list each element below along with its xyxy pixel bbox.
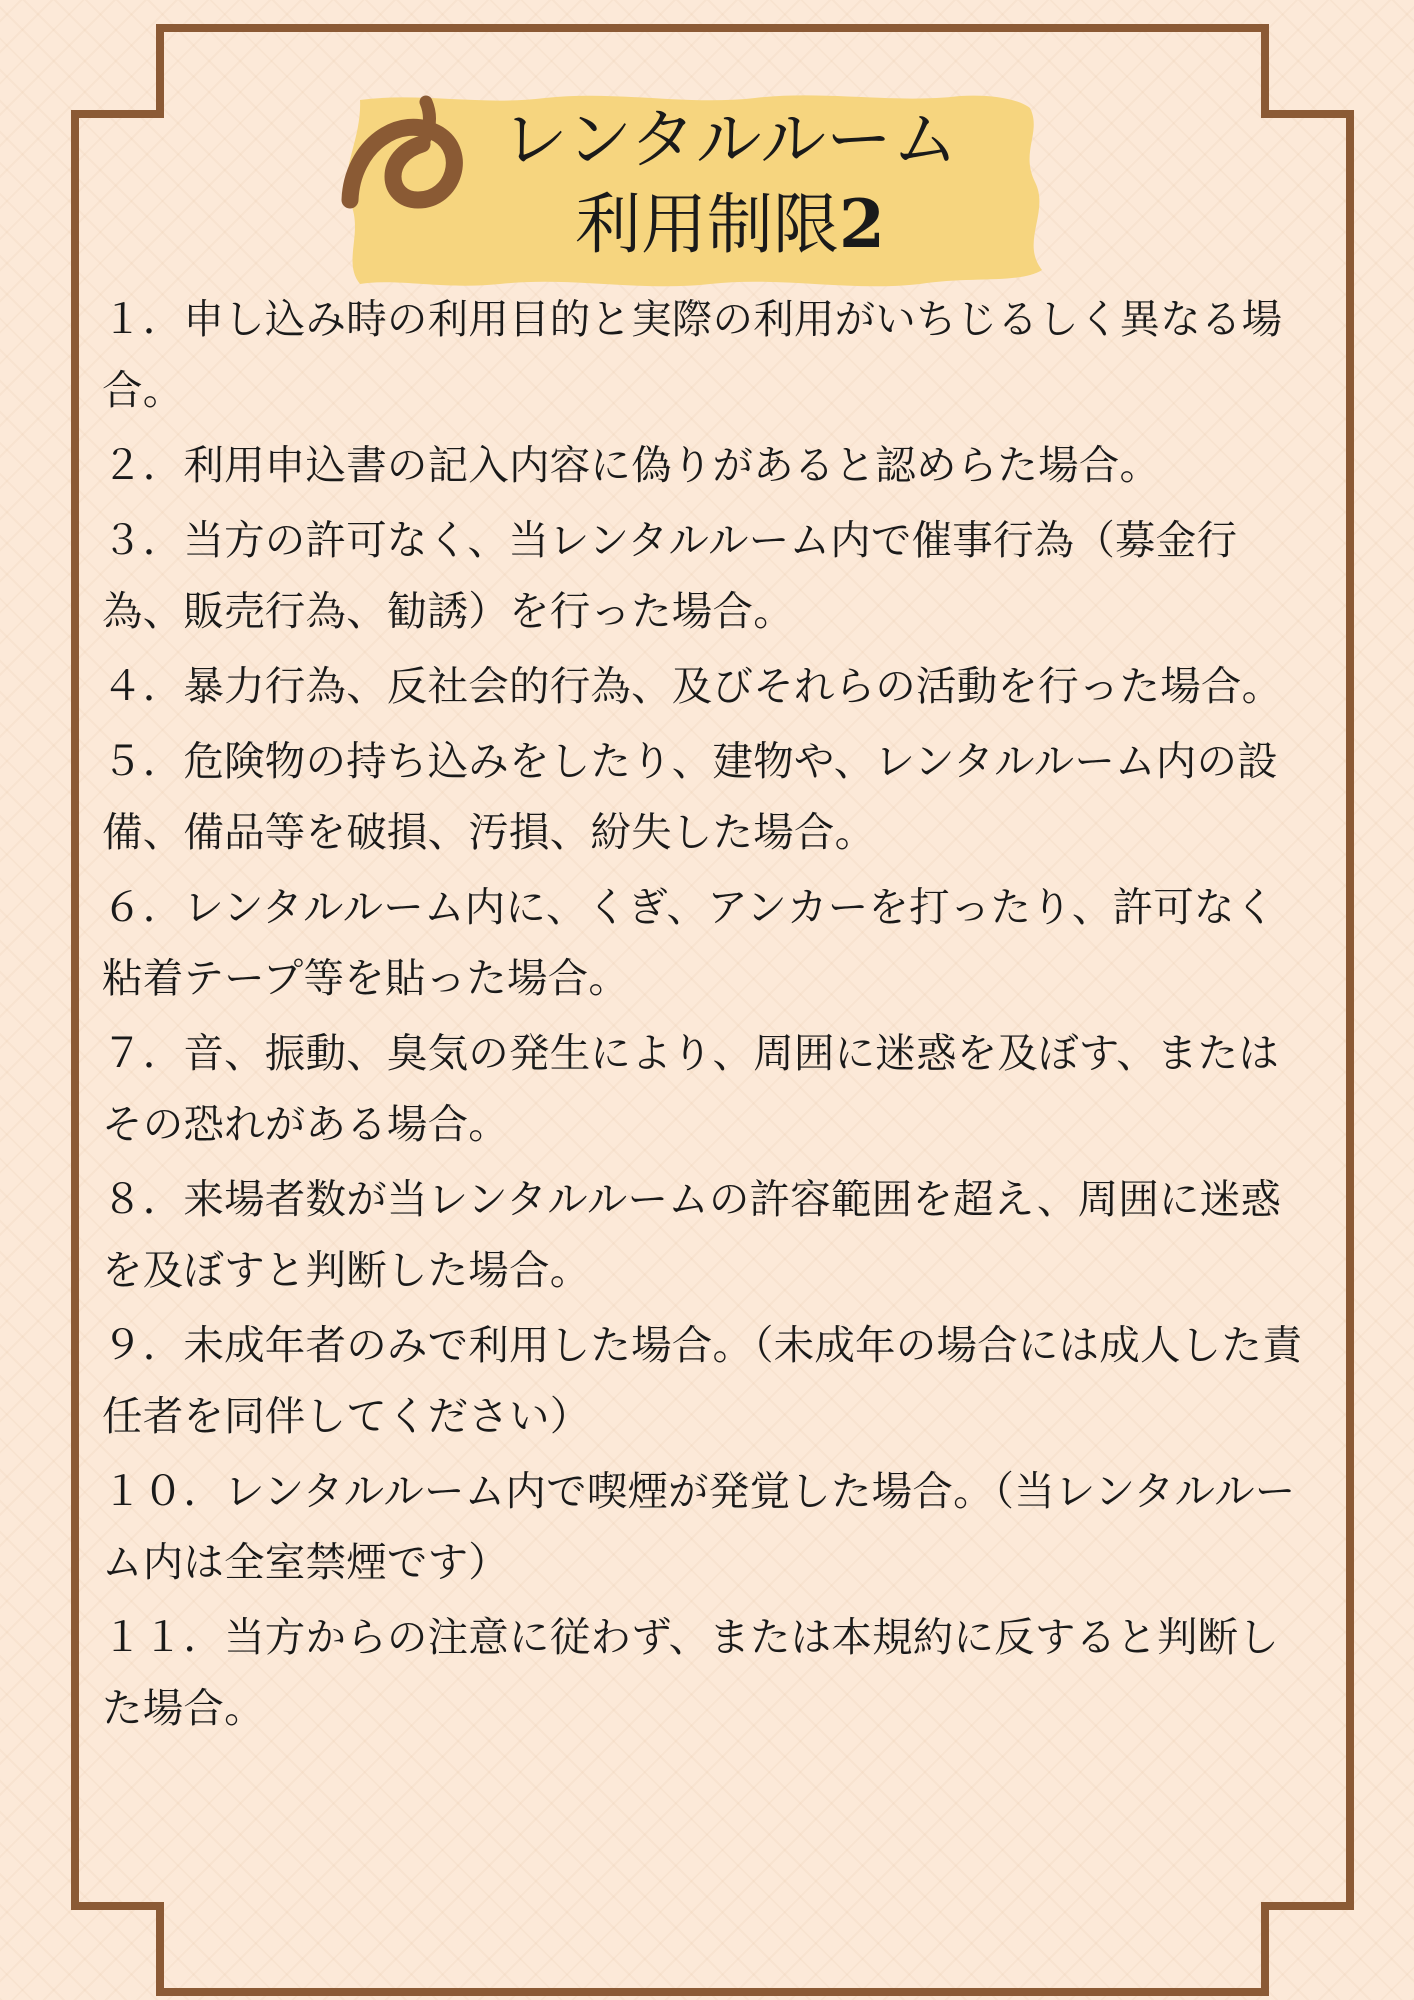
rule-text: 申し込み時の利用目的と実際の利用がいちじるしく異なる場合。: [102, 295, 1283, 414]
rules-list: [102, 284, 1312, 1748]
rule-text: 未成年者のみで利用した場合。（未成年の場合には成人した責任者を同伴してください）: [102, 1321, 1303, 1440]
rule-number: ８．: [102, 1175, 184, 1223]
rule-text: レンタルルーム内で喫煙が発覚した場合。（当レンタルルーム内は全室禁煙です）: [102, 1467, 1296, 1586]
rule-number: ６．: [102, 883, 184, 931]
rule-text: 当方の許可なく、当レンタルルーム内で催事行為（募金行為、販売行為、勧誘）を行った場合。: [102, 516, 1238, 635]
rule-number: ３．: [102, 516, 184, 564]
rule-number: ７．: [102, 1029, 184, 1077]
rule-number: １０．: [102, 1467, 225, 1515]
rule-item-5: [102, 726, 1312, 868]
title-line-2: [450, 182, 1010, 267]
rule-text: 音、振動、臭気の発生により、周囲に迷惑を及ぼす、またはその恐れがある場合。: [102, 1029, 1280, 1148]
rule-number: １．: [102, 295, 184, 343]
rule-item-2: [102, 430, 1312, 501]
page-title: [450, 98, 1010, 267]
title-line-2-number: 2: [839, 185, 885, 263]
rule-text: 来場者数が当レンタルルームの許容範囲を超え、周囲に迷惑を及ぼすと判断した場合。: [102, 1175, 1282, 1294]
rule-item-11: [102, 1602, 1312, 1744]
rule-number: ４．: [102, 662, 184, 710]
rule-text: 利用申込書の記入内容に偽りがあると認めらた場合。: [183, 441, 1161, 489]
rule-number: ９．: [102, 1321, 184, 1369]
rule-text: 当方からの注意に従わず、または本規約に反すると判断した場合。: [102, 1613, 1280, 1732]
rule-item-1: [102, 284, 1312, 426]
rule-item-8: [102, 1164, 1312, 1306]
rule-text: レンタルルーム内に、くぎ、アンカーを打ったり、許可なく粘着テープ等を貼った場合。: [102, 883, 1276, 1002]
rule-item-7: [102, 1018, 1312, 1160]
rule-item-9: [102, 1310, 1312, 1452]
rule-number: ５．: [102, 737, 184, 785]
rule-text: 暴力行為、反社会的行為、及びそれらの活動を行った場合。: [183, 662, 1283, 710]
rule-item-10: [102, 1456, 1312, 1598]
rule-number: １１．: [102, 1613, 225, 1661]
rule-item-3: [102, 505, 1312, 647]
title-banner: [330, 92, 1050, 288]
rule-number: ２．: [102, 441, 184, 489]
rule-item-6: [102, 872, 1312, 1014]
rule-text: 危険物の持ち込みをしたり、建物や、レンタルルーム内の設備、備品等を破損、汚損、紛失した場合。: [102, 737, 1278, 856]
title-line-1: レンタルルーム: [501, 101, 959, 178]
title-line-2-text: 利用制限: [575, 186, 840, 263]
rule-item-4: [102, 651, 1312, 722]
